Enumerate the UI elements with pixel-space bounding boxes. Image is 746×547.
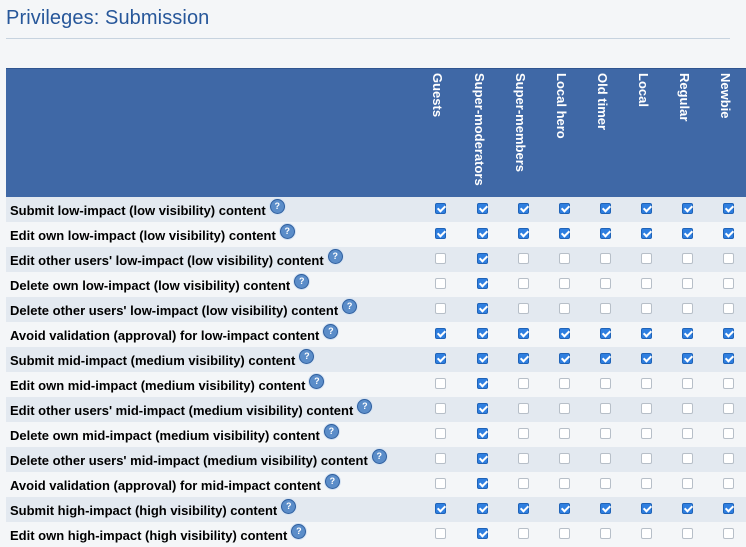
column-header-local-hero [554, 73, 574, 189]
privilege-checkbox-newbie[interactable] [723, 303, 734, 314]
help-icon[interactable]: ? [291, 524, 306, 539]
privilege-label-text: Delete other users' mid-impact (medium visibility) content [10, 453, 368, 468]
privilege-checkbox-super-members[interactable] [518, 528, 529, 539]
privilege-checkbox-super-moderators[interactable] [477, 303, 488, 314]
column-header-super-moderators [472, 73, 492, 189]
privilege-label [10, 203, 285, 218]
privilege-checkbox-newbie[interactable] [723, 478, 734, 489]
privilege-checkbox-super-moderators[interactable] [477, 203, 488, 214]
privilege-checkbox-old-timer[interactable] [600, 278, 611, 289]
privilege-checkbox-super-members[interactable] [518, 353, 529, 364]
privilege-checkbox-old-timer[interactable] [600, 203, 611, 214]
privilege-checkbox-newbie[interactable] [723, 528, 734, 539]
column-header-label: Super-moderators [472, 73, 487, 186]
privilege-checkbox-old-timer[interactable] [600, 303, 611, 314]
privilege-checkbox-local-hero[interactable] [559, 353, 570, 364]
table-row [6, 272, 746, 297]
table-row [6, 197, 746, 222]
title-divider [6, 38, 730, 39]
privilege-checkbox-local[interactable] [641, 453, 652, 464]
column-header-newbie [718, 73, 738, 189]
privilege-label-text: Submit high-impact (high visibility) content [10, 503, 278, 518]
privilege-checkbox-super-members[interactable] [518, 403, 529, 414]
privilege-checkbox-local[interactable] [641, 253, 652, 264]
column-header-label: Super-members [513, 73, 528, 172]
privilege-checkbox-super-moderators[interactable] [477, 528, 488, 539]
privilege-checkbox-regular[interactable] [682, 428, 693, 439]
column-header-label: Local [636, 73, 651, 107]
table-row [6, 372, 746, 397]
privilege-checkbox-super-moderators[interactable] [477, 228, 488, 239]
column-header-label: Guests [430, 73, 445, 118]
privilege-label [10, 403, 372, 418]
privilege-checkbox-old-timer[interactable] [600, 453, 611, 464]
page-title: Privileges: Submission [6, 7, 210, 29]
privilege-checkbox-guests[interactable] [435, 378, 446, 389]
privilege-checkbox-old-timer[interactable] [600, 378, 611, 389]
privilege-checkbox-old-timer[interactable] [600, 328, 611, 339]
privilege-checkbox-guests[interactable] [435, 228, 446, 239]
column-header-label: Old timer [595, 73, 610, 131]
privilege-checkbox-old-timer[interactable] [600, 478, 611, 489]
privilege-checkbox-newbie[interactable] [723, 203, 734, 214]
privilege-checkbox-super-moderators[interactable] [477, 428, 488, 439]
privilege-label-text: Delete other users' low-impact (low visibility) content [10, 303, 339, 318]
privilege-checkbox-local-hero[interactable] [559, 203, 570, 214]
privilege-checkbox-guests[interactable] [435, 453, 446, 464]
privilege-checkbox-newbie[interactable] [723, 503, 734, 514]
column-header-guests [430, 73, 450, 189]
privilege-checkbox-super-members[interactable] [518, 428, 529, 439]
privilege-checkbox-local[interactable] [641, 478, 652, 489]
table-row [6, 297, 746, 322]
privilege-checkbox-regular[interactable] [682, 303, 693, 314]
privilege-checkbox-regular[interactable] [682, 478, 693, 489]
column-header-label: Local hero [554, 73, 569, 139]
privilege-checkbox-old-timer[interactable] [600, 228, 611, 239]
table-row [6, 322, 746, 347]
privilege-checkbox-local[interactable] [641, 528, 652, 539]
privilege-checkbox-guests[interactable] [435, 203, 446, 214]
privilege-label [10, 353, 314, 368]
privilege-checkbox-local-hero[interactable] [559, 278, 570, 289]
privilege-checkbox-local-hero[interactable] [559, 378, 570, 389]
table-row [6, 347, 746, 372]
privilege-checkbox-regular[interactable] [682, 203, 693, 214]
privilege-checkbox-local-hero[interactable] [559, 453, 570, 464]
privilege-label [10, 328, 338, 343]
privilege-checkbox-newbie[interactable] [723, 378, 734, 389]
privilege-checkbox-super-moderators[interactable] [477, 378, 488, 389]
privilege-label-text: Delete own mid-impact (medium visibility) content [10, 428, 320, 443]
privilege-label-text: Edit own low-impact (low visibility) content [10, 228, 276, 243]
privilege-checkbox-super-members[interactable] [518, 328, 529, 339]
privilege-checkbox-newbie[interactable] [723, 278, 734, 289]
help-icon[interactable]: ? [324, 424, 339, 439]
privilege-label-text: Edit own high-impact (high visibility) content [10, 528, 288, 543]
privileges-table [6, 68, 746, 547]
privilege-checkbox-super-moderators[interactable] [477, 353, 488, 364]
privilege-checkbox-local[interactable] [641, 303, 652, 314]
table-body [6, 197, 746, 547]
column-header-regular [677, 73, 697, 189]
privilege-checkbox-guests[interactable] [435, 428, 446, 439]
privilege-checkbox-super-members[interactable] [518, 203, 529, 214]
privilege-checkbox-local[interactable] [641, 353, 652, 364]
privilege-checkbox-guests[interactable] [435, 328, 446, 339]
privilege-checkbox-local-hero[interactable] [559, 228, 570, 239]
privilege-checkbox-super-moderators[interactable] [477, 278, 488, 289]
column-header-old-timer [595, 73, 615, 189]
privilege-label [10, 478, 340, 493]
privilege-checkbox-super-members[interactable] [518, 478, 529, 489]
help-icon[interactable]: ? [270, 199, 285, 214]
privilege-label [10, 428, 339, 443]
column-header-label: Newbie [718, 73, 733, 119]
privilege-label [10, 528, 306, 543]
privilege-checkbox-super-members[interactable] [518, 253, 529, 264]
privilege-checkbox-local-hero[interactable] [559, 503, 570, 514]
table-row [6, 422, 746, 447]
privilege-checkbox-guests[interactable] [435, 278, 446, 289]
help-icon[interactable]: ? [342, 299, 357, 314]
privilege-checkbox-regular[interactable] [682, 278, 693, 289]
privilege-checkbox-regular[interactable] [682, 403, 693, 414]
column-header-super-members [513, 73, 533, 189]
table-row [6, 522, 746, 547]
privilege-checkbox-local-hero[interactable] [559, 403, 570, 414]
privilege-checkbox-super-members[interactable] [518, 503, 529, 514]
table-row [6, 497, 746, 522]
privilege-checkbox-regular[interactable] [682, 253, 693, 264]
privilege-checkbox-guests[interactable] [435, 478, 446, 489]
privilege-checkbox-newbie[interactable] [723, 453, 734, 464]
privilege-checkbox-regular[interactable] [682, 453, 693, 464]
privilege-checkbox-super-moderators[interactable] [477, 478, 488, 489]
privilege-checkbox-old-timer[interactable] [600, 253, 611, 264]
privilege-label-text: Avoid validation (approval) for mid-impact content [10, 478, 321, 493]
privilege-checkbox-local-hero[interactable] [559, 428, 570, 439]
privilege-label-text: Delete own low-impact (low visibility) content [10, 278, 291, 293]
privilege-checkbox-old-timer[interactable] [600, 528, 611, 539]
table-row [6, 247, 746, 272]
privilege-checkbox-guests[interactable] [435, 403, 446, 414]
privilege-checkbox-regular[interactable] [682, 353, 693, 364]
privilege-checkbox-guests[interactable] [435, 253, 446, 264]
privilege-checkbox-regular[interactable] [682, 228, 693, 239]
privilege-label [10, 503, 296, 518]
privilege-checkbox-guests[interactable] [435, 303, 446, 314]
privilege-checkbox-local[interactable] [641, 503, 652, 514]
privilege-label [10, 278, 309, 293]
privilege-checkbox-super-moderators[interactable] [477, 503, 488, 514]
privilege-label-text: Edit other users' mid-impact (medium visibility) content [10, 403, 354, 418]
privilege-checkbox-regular[interactable] [682, 528, 693, 539]
privilege-checkbox-local[interactable] [641, 203, 652, 214]
privilege-checkbox-local[interactable] [641, 278, 652, 289]
privilege-checkbox-local[interactable] [641, 403, 652, 414]
table-row [6, 447, 746, 472]
privilege-checkbox-local[interactable] [641, 428, 652, 439]
privilege-checkbox-super-members[interactable] [518, 278, 529, 289]
privilege-checkbox-super-moderators[interactable] [477, 328, 488, 339]
help-icon[interactable]: ? [299, 349, 314, 364]
privilege-checkbox-regular[interactable] [682, 328, 693, 339]
privilege-checkbox-super-moderators[interactable] [477, 253, 488, 264]
privilege-label-text: Edit own mid-impact (medium visibility) content [10, 378, 306, 393]
help-icon[interactable]: ? [328, 249, 343, 264]
privilege-checkbox-newbie[interactable] [723, 328, 734, 339]
privilege-label [10, 453, 387, 468]
help-icon[interactable]: ? [309, 374, 324, 389]
table-header [6, 68, 746, 197]
table-row [6, 222, 746, 247]
privilege-label [10, 253, 343, 268]
privilege-checkbox-guests[interactable] [435, 503, 446, 514]
privilege-checkbox-guests[interactable] [435, 528, 446, 539]
privilege-checkbox-old-timer[interactable] [600, 403, 611, 414]
privilege-checkbox-super-members[interactable] [518, 303, 529, 314]
help-icon[interactable]: ? [357, 399, 372, 414]
privilege-checkbox-local-hero[interactable] [559, 303, 570, 314]
help-icon[interactable]: ? [294, 274, 309, 289]
privilege-label [10, 378, 324, 393]
privilege-checkbox-local-hero[interactable] [559, 528, 570, 539]
privilege-checkbox-newbie[interactable] [723, 228, 734, 239]
privilege-label-text: Avoid validation (approval) for low-impact content [10, 328, 320, 343]
privilege-checkbox-regular[interactable] [682, 378, 693, 389]
column-header-local [636, 73, 656, 189]
privilege-checkbox-local[interactable] [641, 228, 652, 239]
privilege-checkbox-super-members[interactable] [518, 228, 529, 239]
privilege-checkbox-old-timer[interactable] [600, 353, 611, 364]
help-icon[interactable]: ? [281, 499, 296, 514]
privilege-checkbox-old-timer[interactable] [600, 428, 611, 439]
privilege-checkbox-newbie[interactable] [723, 403, 734, 414]
privilege-checkbox-guests[interactable] [435, 353, 446, 364]
privilege-checkbox-newbie[interactable] [723, 353, 734, 364]
column-header-label: Regular [677, 73, 692, 122]
privilege-checkbox-regular[interactable] [682, 503, 693, 514]
privilege-checkbox-local-hero[interactable] [559, 478, 570, 489]
privilege-label [10, 228, 295, 243]
help-icon[interactable]: ? [323, 324, 338, 339]
privilege-checkbox-local[interactable] [641, 328, 652, 339]
privilege-checkbox-newbie[interactable] [723, 253, 734, 264]
privilege-checkbox-local[interactable] [641, 378, 652, 389]
privilege-label [10, 303, 357, 318]
privilege-checkbox-super-moderators[interactable] [477, 403, 488, 414]
privilege-checkbox-super-moderators[interactable] [477, 453, 488, 464]
privilege-label-text: Submit low-impact (low visibility) content [10, 203, 266, 218]
privilege-checkbox-local-hero[interactable] [559, 253, 570, 264]
help-icon[interactable]: ? [280, 224, 295, 239]
privilege-label-text: Submit mid-impact (medium visibility) content [10, 353, 296, 368]
privilege-checkbox-local-hero[interactable] [559, 328, 570, 339]
privilege-checkbox-super-members[interactable] [518, 453, 529, 464]
table-row [6, 397, 746, 422]
help-icon[interactable]: ? [372, 449, 387, 464]
privilege-checkbox-super-members[interactable] [518, 378, 529, 389]
table-row [6, 472, 746, 497]
help-icon[interactable]: ? [325, 474, 340, 489]
privilege-checkbox-old-timer[interactable] [600, 503, 611, 514]
privilege-label-text: Edit other users' low-impact (low visibility) content [10, 253, 324, 268]
privilege-checkbox-newbie[interactable] [723, 428, 734, 439]
